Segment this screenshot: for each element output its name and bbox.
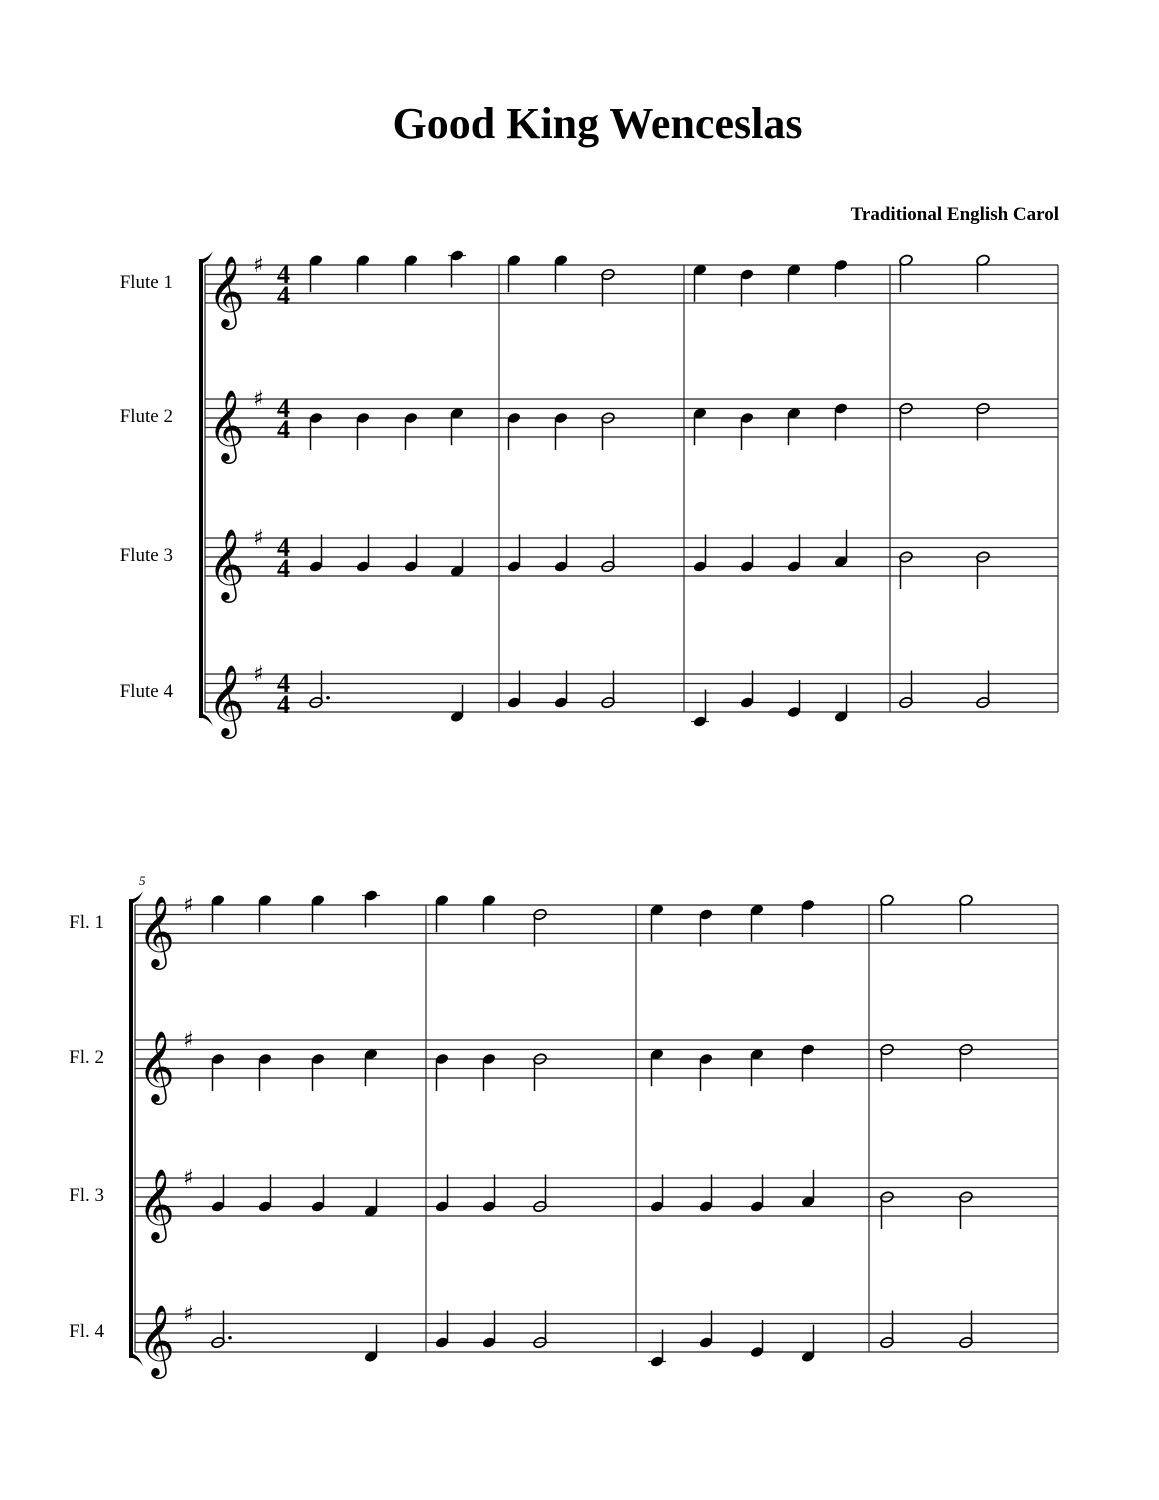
- sharp-icon: ♯: [183, 1302, 194, 1327]
- part-label: Fl. 3: [69, 1185, 104, 1206]
- treble-clef-icon: 𝄞: [208, 254, 245, 327]
- time-signature-bottom: 4: [277, 281, 290, 310]
- part-label: Flute 3: [119, 545, 173, 566]
- time-signature-bottom: 4: [277, 415, 290, 444]
- time-signature-top: 4: [277, 669, 290, 698]
- score-title: Good King Wenceslas: [392, 99, 803, 148]
- treble-clef-icon: 𝄞: [208, 663, 245, 736]
- treble-clef-icon: 𝄞: [208, 388, 245, 461]
- sharp-icon: ♯: [253, 526, 264, 551]
- treble-clef-icon: 𝄞: [138, 1303, 175, 1376]
- composer-credit: Traditional English Carol: [850, 204, 1059, 225]
- time-signature-top: 4: [277, 260, 290, 289]
- part-label: Flute 2: [119, 406, 173, 427]
- sharp-icon: ♯: [183, 1166, 194, 1191]
- sharp-icon: ♯: [253, 253, 264, 278]
- treble-clef-icon: 𝄞: [138, 1029, 175, 1102]
- part-label: Fl. 2: [69, 1047, 104, 1068]
- time-signature-bottom: 4: [277, 690, 290, 719]
- treble-clef-icon: 𝄞: [138, 1167, 175, 1240]
- part-label: Flute 4: [119, 681, 173, 702]
- treble-clef-icon: 𝄞: [208, 527, 245, 600]
- time-signature-bottom: 4: [277, 554, 290, 583]
- sharp-icon: ♯: [253, 387, 264, 412]
- time-signature-top: 4: [277, 533, 290, 562]
- system-bracket: [199, 259, 203, 718]
- augmentation-dot: [228, 1336, 232, 1340]
- sharp-icon: ♯: [183, 1028, 194, 1053]
- sharp-icon: ♯: [183, 893, 194, 918]
- part-label: Flute 1: [119, 272, 173, 293]
- augmentation-dot: [326, 696, 330, 700]
- part-label: Fl. 1: [69, 912, 104, 933]
- part-label: Fl. 4: [69, 1321, 104, 1342]
- treble-clef-icon: 𝄞: [138, 894, 175, 967]
- sharp-icon: ♯: [253, 662, 264, 687]
- system-bracket: [129, 899, 133, 1358]
- measure-number: 5: [139, 873, 146, 888]
- time-signature-top: 4: [277, 394, 290, 423]
